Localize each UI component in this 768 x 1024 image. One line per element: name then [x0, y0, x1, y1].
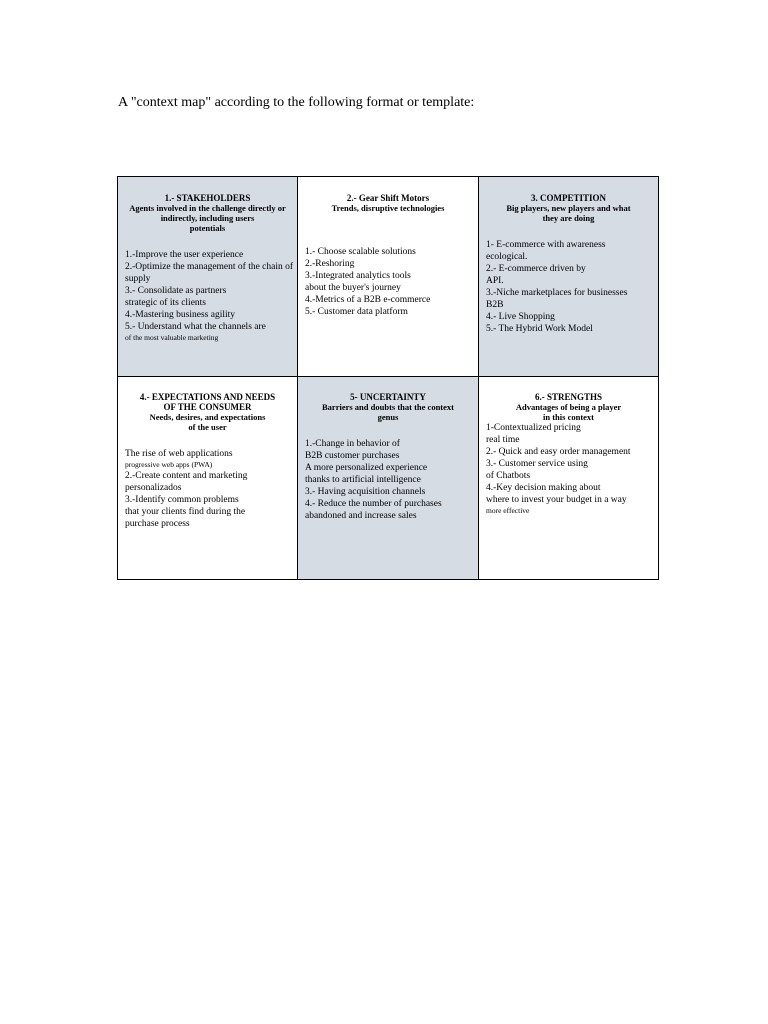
- cell-stakeholders-subtitle-1: Agents involved in the challenge directly or: [129, 203, 286, 213]
- list-item: thanks to artificial intelligence: [305, 475, 421, 485]
- list-item: personalizados: [125, 483, 182, 493]
- list-item: strategic of its clients: [125, 298, 206, 308]
- cell-competition: [479, 177, 658, 377]
- cell-stakeholders-title: 1.- STAKEHOLDERS: [164, 193, 251, 203]
- list-item: 5.- Understand what the channels are: [125, 322, 266, 332]
- list-item: 1.-Improve the user experience: [125, 250, 244, 260]
- list-item: 3.- Having acquisition channels: [305, 487, 426, 497]
- list-item: The rise of web applications: [125, 449, 233, 459]
- list-item: 3.- Consolidate as partners: [125, 286, 227, 296]
- list-item: progressive web apps (PWA): [125, 460, 213, 469]
- list-item: 4.-Key decision making about: [486, 483, 601, 493]
- list-item: 3.- Customer service using: [486, 459, 588, 469]
- cell-uncertainty-items: [305, 438, 442, 522]
- list-item: 1.- Choose scalable solutions: [305, 247, 416, 257]
- list-item: 5.- Customer data platform: [305, 307, 408, 317]
- cell-gear-shift-items: [305, 246, 430, 318]
- cell-competition-subtitle-1: Big players, new players and what: [506, 203, 631, 213]
- list-item: 4.-Mastering business agility: [125, 310, 236, 320]
- list-item: more effective: [486, 506, 530, 515]
- list-item: 3.-Integrated analytics tools: [305, 271, 411, 281]
- cell-strengths-subtitle-2: in this context: [543, 412, 594, 422]
- cell-expectations: [118, 377, 298, 579]
- list-item: B2B: [486, 300, 504, 310]
- cell-gear-shift-title: 2.- Gear Shift Motors: [346, 193, 430, 203]
- cell-strengths: [479, 377, 658, 579]
- list-item: A more personalized experience: [305, 463, 428, 473]
- cell-competition-items: [486, 239, 627, 335]
- cell-gear-shift-subtitle: Trends, disruptive technologies: [331, 203, 445, 213]
- cell-gear-shift-motors: [298, 177, 479, 377]
- cell-stakeholders: [118, 177, 298, 377]
- list-item: of the most valuable marketing: [125, 333, 219, 342]
- cell-strengths-header: [479, 392, 658, 422]
- list-item: where to invest your budget in a way: [486, 495, 627, 505]
- list-item: that your clients find during the: [125, 507, 246, 517]
- list-item: API.: [486, 276, 504, 286]
- list-item: 2.-Create content and marketing: [125, 471, 248, 481]
- list-item: 4.-Metrics of a B2B e-commerce: [305, 295, 431, 305]
- list-item: 1- E-commerce with awareness: [486, 240, 606, 250]
- list-item: 2.-Optimize the management of the chain of: [125, 262, 294, 272]
- list-item: ecological.: [486, 252, 528, 262]
- list-item: 5.- The Hybrid Work Model: [486, 324, 593, 334]
- intro-text: A "context map" according to the following format or template:: [118, 95, 475, 110]
- cell-strengths-subtitle-1: Advantages of being a player: [515, 402, 622, 412]
- list-item: supply: [125, 274, 151, 284]
- list-item: 3.-Identify common problems: [125, 495, 239, 505]
- cell-uncertainty-header: [298, 392, 478, 422]
- list-item: abandoned and increase sales: [305, 511, 417, 521]
- list-item: 1-Contextualized pricing: [486, 423, 581, 433]
- cell-uncertainty-subtitle-2: genus: [377, 412, 399, 422]
- list-item: 2.- E-commerce driven by: [486, 264, 586, 274]
- list-item: 3.-Niche marketplaces for businesses: [486, 288, 628, 298]
- cell-competition-header: [479, 193, 658, 223]
- cell-competition-title: 3. COMPETITION: [530, 193, 606, 203]
- cell-gear-shift-header: [298, 193, 478, 213]
- cell-expectations-items: [125, 448, 247, 530]
- cell-expectations-header: [118, 392, 297, 432]
- list-item: 2.-Reshoring: [305, 259, 355, 269]
- cell-stakeholders-header: [118, 193, 297, 233]
- list-item: about the buyer's journey: [305, 283, 401, 293]
- list-item: 4.- Reduce the number of purchases: [305, 499, 442, 509]
- context-map-grid: [117, 176, 659, 580]
- list-item: real time: [486, 435, 520, 445]
- list-item: 2.- Quick and easy order management: [486, 447, 631, 457]
- cell-competition-subtitle-2: they are doing: [542, 213, 595, 223]
- list-item: B2B customer purchases: [305, 451, 400, 461]
- cell-uncertainty-subtitle-1: Barriers and doubts that the context: [322, 402, 454, 412]
- list-item: 4.- Live Shopping: [486, 312, 555, 322]
- cell-uncertainty-title: 5- UNCERTAINTY: [350, 392, 426, 402]
- cell-expectations-title: 4.- EXPECTATIONS AND NEEDS: [139, 392, 276, 402]
- list-item: of Chatbots: [486, 471, 531, 481]
- cell-stakeholders-items: [125, 249, 293, 343]
- cell-expectations-subtitle-2: of the user: [188, 422, 227, 432]
- list-item: purchase process: [125, 519, 190, 529]
- list-item: 1.-Change in behavior of: [305, 439, 400, 449]
- cell-strengths-title: 6.- STRENGTHS: [534, 392, 603, 402]
- cell-expectations-subtitle-1: Needs, desires, and expectations: [149, 412, 266, 422]
- cell-uncertainty: [298, 377, 479, 579]
- cell-stakeholders-subtitle-2: indirectly, including users: [160, 213, 255, 223]
- cell-strengths-items: [486, 422, 631, 516]
- cell-expectations-title-2: OF THE CONSUMER: [163, 402, 252, 412]
- cell-stakeholders-subtitle-3: potentials: [189, 223, 226, 233]
